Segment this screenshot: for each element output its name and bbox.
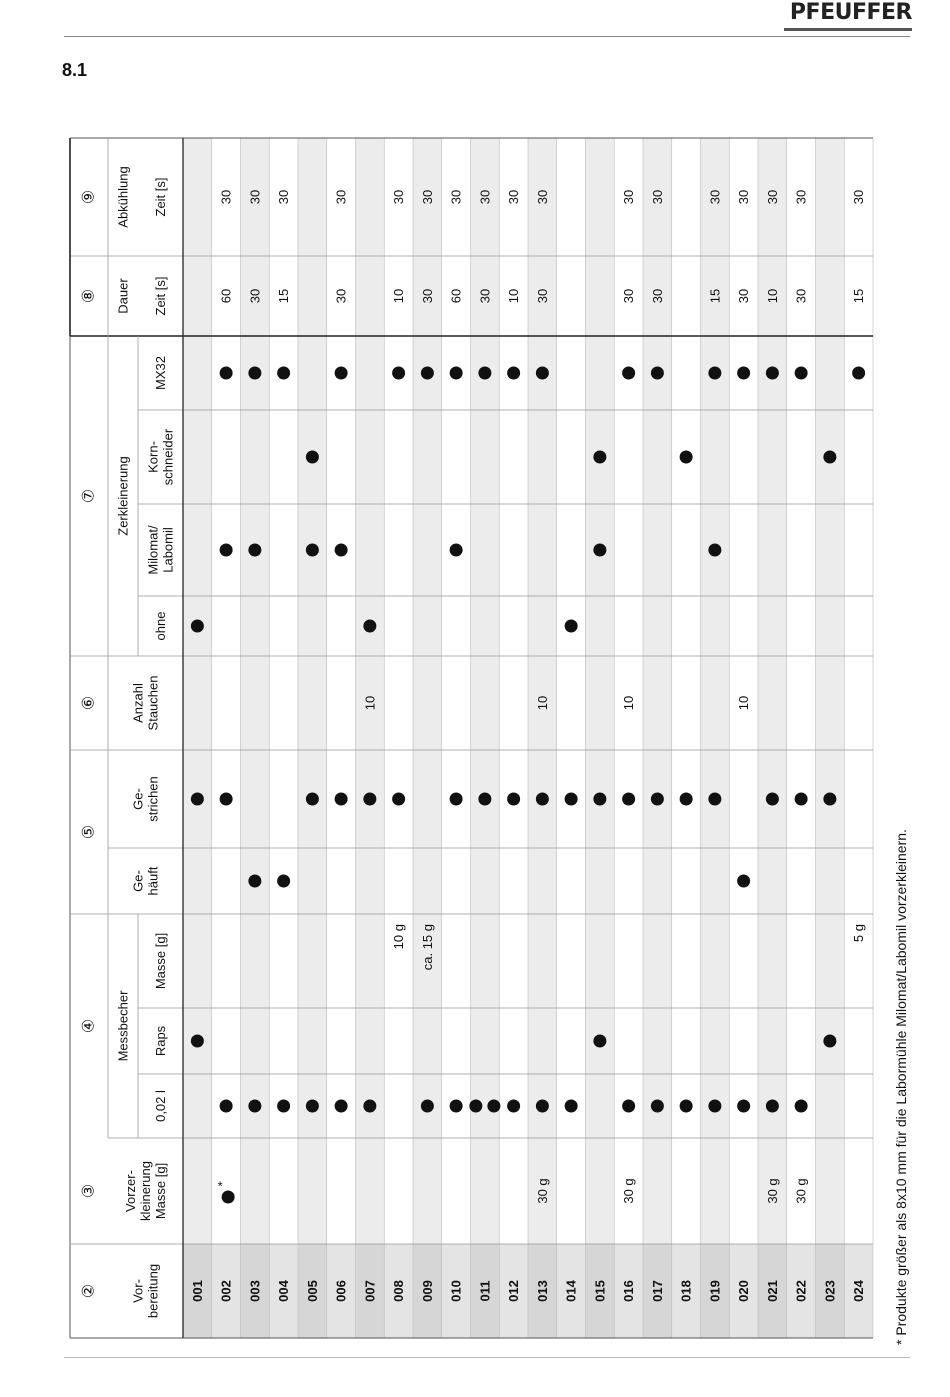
group-number: ⑧ bbox=[80, 288, 98, 304]
cell-marker bbox=[392, 367, 405, 380]
row-shade bbox=[758, 138, 787, 1338]
cell-marker bbox=[708, 1100, 721, 1113]
cell-value: 30 g bbox=[764, 1178, 780, 1204]
cell-marker bbox=[469, 1100, 482, 1113]
cell-marker bbox=[277, 1100, 290, 1113]
group-number: ⑨ bbox=[80, 189, 98, 205]
cell-marker bbox=[507, 793, 520, 806]
cell-marker bbox=[450, 544, 463, 557]
cell-value: 30 bbox=[736, 288, 752, 304]
cell-marker bbox=[363, 793, 376, 806]
cell-marker bbox=[277, 367, 290, 380]
cell-marker bbox=[593, 544, 606, 557]
cell-marker bbox=[737, 875, 750, 888]
row-shade bbox=[471, 138, 500, 1338]
group-number: ② bbox=[80, 1283, 98, 1299]
cell-marker bbox=[277, 875, 290, 888]
cell-value: 30 bbox=[621, 189, 637, 205]
column-header: bereitung bbox=[145, 1263, 161, 1319]
row-id: 010 bbox=[448, 1280, 464, 1302]
group-number: ⑦ bbox=[80, 488, 98, 504]
cell-marker bbox=[487, 1100, 500, 1113]
row-shade bbox=[528, 138, 557, 1338]
cell-value: 60 bbox=[218, 288, 234, 304]
group-label: Zerkleinerung bbox=[115, 456, 131, 536]
column-header: MX32 bbox=[153, 356, 168, 390]
cell-marker bbox=[248, 875, 261, 888]
row-id: 021 bbox=[764, 1280, 780, 1302]
column-header: schneider bbox=[160, 428, 176, 486]
cell-marker bbox=[220, 544, 233, 557]
column-header: Zeit [s] bbox=[153, 177, 168, 217]
cell-marker bbox=[222, 1191, 235, 1204]
cell-marker bbox=[306, 544, 319, 557]
cell-value: 30 bbox=[649, 288, 665, 304]
cell-marker bbox=[450, 793, 463, 806]
cell-marker bbox=[421, 367, 434, 380]
cell-value: 30 bbox=[247, 288, 263, 304]
cell-value: 30 bbox=[247, 189, 263, 205]
cell-marker bbox=[651, 793, 664, 806]
cell-marker bbox=[680, 451, 693, 464]
group-label: Messbecher bbox=[115, 990, 131, 1062]
cell-value: 10 bbox=[362, 695, 378, 711]
column-header: Raps bbox=[153, 1025, 168, 1057]
cell-value: 30 bbox=[218, 189, 234, 205]
column-header: 0,02 l bbox=[153, 1090, 168, 1122]
cell-marker bbox=[450, 367, 463, 380]
cell-marker bbox=[536, 793, 549, 806]
cell-value: 30 bbox=[419, 288, 435, 304]
cell-marker bbox=[248, 544, 261, 557]
row-id: 023 bbox=[822, 1280, 838, 1302]
cell-marker bbox=[680, 793, 693, 806]
cell-marker bbox=[191, 793, 204, 806]
cell-marker bbox=[795, 1100, 808, 1113]
cell-marker bbox=[450, 1100, 463, 1113]
cell-value: 30 bbox=[448, 189, 464, 205]
cell-marker bbox=[191, 620, 204, 633]
cell-marker bbox=[593, 1035, 606, 1048]
row-shade bbox=[183, 138, 212, 1338]
cell-marker bbox=[593, 793, 606, 806]
column-header: kleinerung bbox=[138, 1161, 153, 1221]
row-id: 003 bbox=[247, 1280, 263, 1302]
column-header: Labomil bbox=[160, 527, 176, 573]
cell-value: 60 bbox=[448, 288, 464, 304]
footnote: * Produkte größer als 8x10 mm für die Labormühle Milomat/Labomil vorzerkleinern. bbox=[893, 829, 909, 1345]
cell-value: 10 bbox=[736, 695, 752, 711]
cell-marker bbox=[335, 1100, 348, 1113]
column-header: strichen bbox=[145, 776, 161, 822]
row-id: 019 bbox=[707, 1280, 723, 1302]
group-label: Dauer bbox=[115, 278, 131, 314]
column-header: Milomat/ bbox=[145, 525, 161, 575]
cell-marker bbox=[737, 1100, 750, 1113]
row-id: 017 bbox=[649, 1280, 665, 1302]
cell-value: 30 bbox=[333, 189, 349, 205]
row-id: 004 bbox=[276, 1280, 292, 1302]
cell-marker bbox=[536, 1100, 549, 1113]
cell-value: 30 bbox=[333, 288, 349, 304]
row-shade bbox=[241, 138, 270, 1338]
column-header: Anzahl bbox=[130, 683, 146, 723]
group-number: ③ bbox=[80, 1183, 98, 1199]
cell-marker bbox=[708, 544, 721, 557]
cell-marker bbox=[852, 367, 865, 380]
cell-value: ca. 15 g bbox=[419, 924, 435, 971]
section-number: 8.1 bbox=[62, 60, 88, 80]
cell-value: 30 g bbox=[793, 1178, 809, 1204]
brand-logo: PFEUFFER bbox=[789, 0, 912, 25]
group-number: ④ bbox=[80, 1018, 98, 1034]
row-id: 014 bbox=[563, 1280, 579, 1302]
cell-marker bbox=[536, 367, 549, 380]
cell-marker bbox=[823, 1035, 836, 1048]
row-id: 008 bbox=[391, 1280, 407, 1302]
column-header: Ge- bbox=[130, 788, 146, 810]
cell-value: 30 bbox=[506, 189, 522, 205]
row-id: 009 bbox=[419, 1280, 435, 1302]
cell-marker bbox=[795, 367, 808, 380]
cell-marker bbox=[622, 1100, 635, 1113]
row-id: 001 bbox=[189, 1280, 205, 1302]
row-id: 012 bbox=[506, 1280, 522, 1302]
cell-marker bbox=[823, 793, 836, 806]
column-header: häuft bbox=[145, 866, 161, 896]
cell-value: 10 bbox=[506, 288, 522, 304]
cell-marker bbox=[823, 451, 836, 464]
column-header: Masse [g] bbox=[153, 1162, 168, 1220]
row-shade bbox=[701, 138, 730, 1338]
cell-value: 30 bbox=[707, 189, 723, 205]
cell-value: 30 bbox=[477, 189, 493, 205]
row-id: 024 bbox=[851, 1280, 867, 1302]
column-header: Stauchen bbox=[145, 675, 161, 731]
cell-marker bbox=[421, 1100, 434, 1113]
footer-divider bbox=[64, 1357, 910, 1358]
cell-value: 30 bbox=[276, 189, 292, 205]
cell-value: 30 g bbox=[534, 1178, 550, 1204]
cell-marker bbox=[680, 1100, 693, 1113]
row-shade bbox=[586, 138, 615, 1338]
cell-marker bbox=[306, 451, 319, 464]
cell-marker bbox=[651, 367, 664, 380]
cell-marker bbox=[306, 1100, 319, 1113]
cell-value: 10 g bbox=[391, 924, 407, 950]
cell-value: 30 g bbox=[621, 1178, 637, 1204]
cell-marker bbox=[392, 793, 405, 806]
cell-marker bbox=[766, 1100, 779, 1113]
cell-value: 30 bbox=[477, 288, 493, 304]
cell-marker bbox=[708, 793, 721, 806]
cell-value: 5 g bbox=[851, 924, 867, 943]
cell-marker bbox=[651, 1100, 664, 1113]
cell-value: 15 bbox=[707, 288, 723, 304]
cell-marker bbox=[565, 1100, 578, 1113]
row-id: 007 bbox=[362, 1280, 378, 1302]
cell-value: 10 bbox=[391, 288, 407, 304]
column-header: Ge- bbox=[130, 870, 146, 892]
cell-value: 30 bbox=[621, 288, 637, 304]
column-header: Vorzer- bbox=[123, 1170, 138, 1212]
row-id: 018 bbox=[678, 1280, 694, 1302]
group-label: Abkühlung bbox=[115, 166, 131, 228]
cell-marker bbox=[478, 793, 491, 806]
cell-value: 30 bbox=[793, 288, 809, 304]
row-id: 006 bbox=[333, 1280, 349, 1302]
cell-value: 15 bbox=[851, 288, 867, 304]
row-shade bbox=[356, 138, 385, 1338]
column-header: ohne bbox=[153, 611, 168, 641]
row-id: 016 bbox=[621, 1280, 637, 1302]
cell-marker bbox=[766, 367, 779, 380]
cell-marker bbox=[220, 793, 233, 806]
cell-value: 10 bbox=[534, 695, 550, 711]
cell-value: 30 bbox=[793, 189, 809, 205]
cell-marker bbox=[766, 793, 779, 806]
column-header: Korn- bbox=[145, 441, 161, 473]
cell-value: 30 bbox=[851, 189, 867, 205]
cell-value: 30 bbox=[534, 189, 550, 205]
cell-marker bbox=[363, 620, 376, 633]
asterisk-mark: * bbox=[217, 1178, 223, 1194]
cell-value: 30 bbox=[534, 288, 550, 304]
row-shade bbox=[816, 138, 845, 1338]
row-id: 005 bbox=[304, 1280, 320, 1302]
cell-value: 30 bbox=[764, 189, 780, 205]
row-id: 015 bbox=[592, 1280, 608, 1302]
cell-marker bbox=[363, 1100, 376, 1113]
cell-value: 30 bbox=[736, 189, 752, 205]
cell-marker bbox=[220, 367, 233, 380]
row-shade bbox=[413, 138, 442, 1338]
cell-value: 10 bbox=[621, 695, 637, 711]
cell-marker bbox=[335, 793, 348, 806]
cell-marker bbox=[622, 793, 635, 806]
cell-value: 30 bbox=[649, 189, 665, 205]
cell-marker bbox=[191, 1035, 204, 1048]
column-header: Zeit [s] bbox=[153, 276, 168, 316]
column-header: Masse [g] bbox=[153, 932, 168, 990]
cell-marker bbox=[565, 620, 578, 633]
cell-marker bbox=[507, 367, 520, 380]
cell-marker bbox=[593, 451, 606, 464]
cell-marker bbox=[737, 367, 750, 380]
row-id: 011 bbox=[477, 1280, 493, 1302]
cell-value: 30 bbox=[391, 189, 407, 205]
cell-value: 15 bbox=[276, 288, 292, 304]
group-number: ⑤ bbox=[80, 824, 98, 840]
cell-marker bbox=[248, 1100, 261, 1113]
cell-value: 30 bbox=[419, 189, 435, 205]
cell-marker bbox=[708, 367, 721, 380]
cell-marker bbox=[248, 367, 261, 380]
cell-value: 10 bbox=[764, 288, 780, 304]
row-id: 022 bbox=[793, 1280, 809, 1302]
cell-marker bbox=[220, 1100, 233, 1113]
row-shade bbox=[643, 138, 672, 1338]
row-id: 020 bbox=[736, 1280, 752, 1302]
row-id: 002 bbox=[218, 1280, 234, 1302]
cell-marker bbox=[478, 367, 491, 380]
cell-marker bbox=[335, 544, 348, 557]
cell-marker bbox=[795, 793, 808, 806]
column-header: Vor- bbox=[130, 1279, 146, 1303]
cell-marker bbox=[306, 793, 319, 806]
cell-marker bbox=[622, 367, 635, 380]
row-id: 013 bbox=[534, 1280, 550, 1302]
cell-marker bbox=[565, 793, 578, 806]
cell-marker bbox=[507, 1100, 520, 1113]
group-number: ⑥ bbox=[80, 695, 98, 711]
cell-marker bbox=[335, 367, 348, 380]
row-shade bbox=[298, 138, 327, 1338]
